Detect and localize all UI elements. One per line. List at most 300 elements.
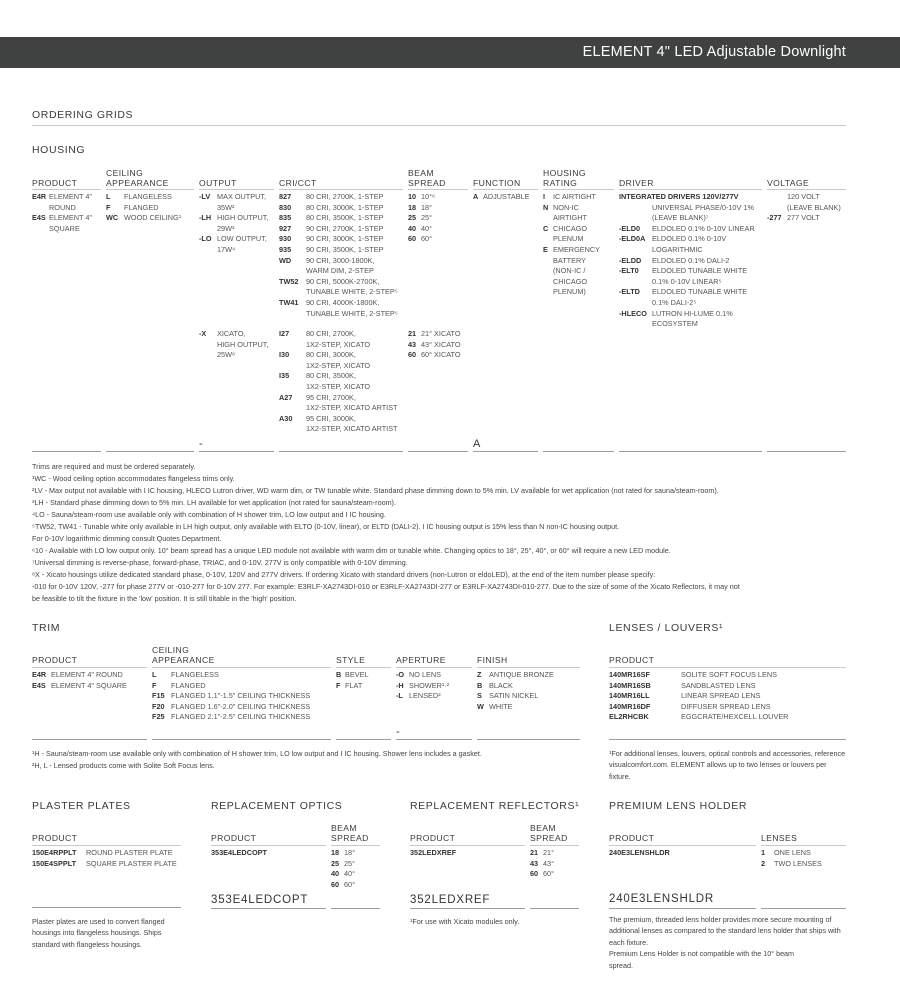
- list-item: [408, 213, 435, 224]
- trim-header-style: STYLE: [336, 655, 366, 665]
- item-code: L: [152, 670, 157, 679]
- item-description: 25W⁸: [217, 350, 236, 360]
- item-description: 80 CRI, 3000K, 1-STEP: [306, 202, 384, 212]
- item-description: SQUARE: [49, 223, 80, 233]
- item-description: BEVEL: [345, 670, 369, 679]
- list-item: [336, 681, 369, 692]
- list-item: [609, 712, 788, 723]
- reflectors-code: 352LEDXREF: [410, 894, 491, 906]
- holder-lenses-list: [761, 848, 822, 869]
- trim-order-box-aperture[interactable]: -: [396, 726, 472, 740]
- list-item: [619, 266, 755, 277]
- list-item: [199, 340, 268, 351]
- item-description: 40°: [344, 869, 356, 879]
- item-description: FLANGED 1.1"-1.5" CEILING THICKNESS: [171, 691, 311, 701]
- item-code: 827: [279, 192, 292, 201]
- item-code: -ELT0: [619, 266, 639, 276]
- item-description: ROUND PLASTER PLATE: [86, 848, 173, 857]
- item-code: -ELTD: [619, 287, 640, 297]
- list-item: [279, 340, 398, 351]
- housing-output-list: [199, 192, 268, 256]
- item-description: XICATO,: [217, 329, 246, 338]
- holder-header-lenses: LENSES: [761, 833, 798, 843]
- item-description: 1X2-STEP, XICATO: [306, 339, 371, 349]
- list-item: [199, 224, 268, 235]
- item-description: 1X2-STEP, XICATO: [306, 360, 371, 370]
- list-item: [152, 681, 310, 692]
- holder-title: PREMIUM LENS HOLDER: [609, 800, 748, 812]
- list-item: [106, 203, 181, 214]
- item-code: I27: [279, 329, 290, 338]
- item-code: F: [336, 680, 341, 690]
- item-description: 95 CRI, 2700K,: [306, 392, 356, 402]
- item-code: 21: [408, 329, 417, 338]
- list-item: [279, 287, 398, 298]
- list-item: [152, 670, 310, 681]
- list-item: [279, 393, 398, 404]
- item-code: 21: [530, 848, 539, 857]
- trim-title: TRIM: [32, 622, 61, 634]
- list-item: [619, 256, 755, 267]
- note-line: ⁶10 - Available with LO low output only. 10° beam spread has a unique LED module not available with warm dim or tunable white. Changing optics to 18°, 25°, 40°, or 60° will require a new LED module.: [32, 546, 671, 555]
- list-item: [543, 224, 600, 235]
- list-item: [279, 256, 398, 267]
- list-item: [32, 192, 92, 203]
- list-item: [609, 670, 788, 681]
- list-item: [279, 277, 398, 288]
- item-description: FLANGELESS: [124, 192, 172, 201]
- item-code: 60: [331, 879, 340, 889]
- list-item: [396, 681, 449, 692]
- item-code: 835: [279, 213, 292, 223]
- item-code: 40: [331, 869, 340, 879]
- list-item: [619, 277, 755, 288]
- item-code: N: [543, 202, 549, 212]
- list-item: [619, 245, 755, 256]
- housing-beam-list: [408, 192, 435, 245]
- list-item: [408, 224, 435, 235]
- list-item: [619, 298, 755, 309]
- item-code: 140MR16LL: [609, 691, 650, 701]
- trim-order-box-finish[interactable]: [477, 726, 580, 740]
- note-line: ¹H - Sauna/steam-room use available only with combination of H shower trim, LO low output and I IC housing. Shower lens includes a gasket.: [32, 749, 482, 758]
- list-item: [279, 361, 398, 372]
- trim-order-box-ceiling[interactable]: [152, 726, 331, 740]
- reflectors-note: ¹For use with Xicato modules only.: [410, 917, 520, 926]
- plaster-order-box[interactable]: [32, 894, 181, 908]
- order-box-cri[interactable]: [279, 438, 403, 452]
- list-item: [152, 691, 310, 702]
- item-code: 150E4RPPLT: [32, 848, 77, 857]
- order-box-voltage[interactable]: [767, 438, 846, 452]
- housing-header-voltage: VOLTAGE: [767, 178, 810, 188]
- item-code: 60: [408, 234, 417, 244]
- optics-header-beam: BEAM SPREAD: [331, 823, 369, 843]
- holder-header-product: PRODUCT: [609, 833, 655, 843]
- item-code: -ELD0A: [619, 234, 646, 244]
- list-item: [408, 203, 435, 214]
- housing-output-xicato-list: [199, 329, 268, 361]
- item-code: -LH: [199, 213, 212, 223]
- note-line: ²H, L - Lensed products come with Solite Soft Focus lens.: [32, 761, 215, 770]
- item-code: 2: [761, 858, 766, 868]
- item-code: E4S: [32, 213, 46, 223]
- list-item: [279, 329, 398, 340]
- list-item: [477, 670, 554, 681]
- item-description: EGGCRATE/HEXCELL LOUVER: [681, 712, 789, 722]
- housing-header-product: PRODUCT: [32, 178, 78, 188]
- list-item: [396, 691, 449, 702]
- item-description: CHICAGO: [553, 223, 588, 233]
- item-description: 43° XICATO: [421, 339, 461, 349]
- lenses-title: LENSES / LOUVERS¹: [609, 622, 724, 634]
- note-line: Trims are required and must be ordered separately.: [32, 462, 196, 471]
- list-item: [279, 192, 398, 203]
- list-item: [279, 203, 398, 214]
- item-description: BLACK: [489, 680, 513, 690]
- item-description: (NON-IC /: [553, 266, 586, 276]
- item-code: F25: [152, 712, 165, 722]
- housing-title: HOUSING: [32, 144, 86, 156]
- item-code: 140MR16DF: [609, 701, 651, 711]
- list-item: [279, 224, 398, 235]
- list-item: [106, 192, 181, 203]
- item-description: ELDOLED TUNABLE WHITE: [652, 266, 748, 276]
- housing-header-rating: HOUSING RATING: [543, 168, 586, 188]
- list-item: [199, 234, 268, 245]
- item-code: Z: [477, 670, 482, 679]
- item-description: CHICAGO: [553, 276, 588, 286]
- list-item: [199, 350, 268, 361]
- order-box-driver[interactable]: [619, 438, 762, 452]
- item-code: I: [543, 192, 546, 201]
- list-item: [609, 702, 788, 713]
- list-item: [477, 681, 554, 692]
- item-description: TUNABLE WHITE, 2-STEP⁵: [306, 308, 398, 318]
- item-description: AIRTIGHT: [553, 213, 587, 223]
- item-description: 18°: [421, 202, 433, 212]
- list-item: [619, 213, 755, 224]
- list-item: [336, 670, 369, 681]
- item-description: SANDBLASTED LENS: [681, 680, 756, 690]
- list-item: [279, 371, 398, 382]
- item-description: FLANGED 1.6"-2.0" CEILING THICKNESS: [171, 701, 311, 711]
- optics-code: 353E4LEDCOPT: [211, 894, 309, 906]
- order-box-ceiling[interactable]: [106, 438, 194, 452]
- list-item: [32, 213, 92, 224]
- list-item: [477, 691, 554, 702]
- optics-beam-list: [331, 848, 355, 890]
- item-code: E: [543, 244, 548, 254]
- plaster-title: PLASTER PLATES: [32, 800, 131, 812]
- housing-header-ceiling: CEILING APPEARANCE: [106, 168, 169, 188]
- item-description: LOGARITHMIC: [652, 244, 703, 254]
- list-item: [32, 670, 127, 681]
- item-code: A: [473, 192, 479, 201]
- note-line: ²LV - Max output not available with I IC housing, HLECO Lutron driver, WD warm dim, or TW tunable white. Standard phase dimming down to 5% min. LV available for wet application (not rated for sauna/steam-room).: [32, 486, 719, 495]
- item-description: LENSED²: [409, 691, 441, 701]
- item-description: 0.1% 0-10V LINEAR⁵: [652, 276, 722, 286]
- item-code: EL2RHCBK: [609, 712, 649, 722]
- item-code: 40: [408, 223, 417, 233]
- item-description: FLANGED 2.1"-2.5" CEILING THICKNESS: [171, 712, 311, 722]
- item-description: WARM DIM, 2-STEP: [306, 266, 374, 276]
- item-description: DIFFUSER SPREAD LENS: [681, 701, 771, 711]
- item-code: A30: [279, 413, 293, 423]
- holder-code: 240E3LENSHLDR: [609, 893, 715, 905]
- note-line: ⁷Universal dimming is reverse-phase, forward-phase, TRIAC, and 0-10V. 277V is only compatible with 0-10V dimming.: [32, 558, 408, 567]
- trim-header-finish: FINISH: [477, 655, 508, 665]
- item-code: -HLECO: [619, 308, 647, 318]
- item-description: ELDOLED 0.1% 0-10V LINEAR: [652, 223, 755, 233]
- item-description: NO LENS: [409, 670, 442, 679]
- item-description: FLANGED: [124, 202, 159, 212]
- item-description: 25°: [344, 858, 356, 868]
- list-item: [199, 203, 268, 214]
- list-item: [279, 350, 398, 361]
- item-code: 18: [331, 848, 340, 857]
- item-description: 90 CRI, 3500K, 1-STEP: [306, 244, 384, 254]
- item-description: NON-IC: [553, 202, 579, 212]
- item-code: E4S: [32, 680, 46, 690]
- item-code: 150E4SPPLT: [32, 858, 77, 868]
- list-item: [761, 859, 822, 870]
- item-description: IC AIRTIGHT: [553, 192, 596, 201]
- housing-rating-list: [543, 192, 600, 298]
- item-code: 1: [761, 848, 766, 857]
- item-code: F: [106, 202, 111, 212]
- item-code: -277: [767, 213, 782, 223]
- list-item: [543, 266, 600, 277]
- list-item: [619, 287, 755, 298]
- item-description: 95 CRI, 3000K,: [306, 413, 356, 423]
- list-item: [279, 382, 398, 393]
- housing-driver-list: [619, 203, 755, 330]
- list-item: [543, 245, 600, 256]
- list-item: [543, 287, 600, 298]
- item-description: 80 CRI, 3500K, 1-STEP: [306, 213, 384, 223]
- item-description: LOW OUTPUT,: [217, 234, 267, 244]
- item-description: ECOSYSTEM: [652, 319, 698, 329]
- housing-header-function: FUNCTION: [473, 178, 521, 188]
- item-description: MAX OUTPUT,: [217, 192, 267, 201]
- trim-finish-list: [477, 670, 554, 712]
- note-line: ⁵TW52, TW41 - Tunable white only available in LH high output, only available with ELTO (0-10V, linear), or ELTD (DALI-2). I IC housing output is 15% less than N non-IC housing output.: [32, 522, 620, 531]
- list-item: [32, 859, 177, 870]
- item-code: E4R: [32, 670, 47, 679]
- item-description: TUNABLE WHITE, 2-STEP⁵: [306, 287, 398, 297]
- list-item: [279, 424, 398, 435]
- item-description: WHITE: [489, 701, 513, 711]
- item-code: 930: [279, 234, 292, 244]
- page-title: ELEMENT 4" LED Adjustable Downlight: [582, 44, 846, 60]
- list-item: [331, 859, 355, 870]
- item-description: SATIN NICKEL: [489, 691, 539, 701]
- note-line: For 0-10V logarithmic dimming consult Quotes Department.: [32, 534, 222, 543]
- list-item: [279, 414, 398, 425]
- list-item: [543, 277, 600, 288]
- housing-cri-xicato-list: [279, 329, 398, 435]
- list-item: [619, 319, 755, 330]
- item-description: 25°: [421, 213, 433, 223]
- item-description: PLENUM: [553, 234, 584, 244]
- list-item: [279, 403, 398, 414]
- lenses-order-box[interactable]: [609, 726, 846, 740]
- item-description: ANTIQUE BRONZE: [489, 670, 554, 679]
- item-description: EMERGENCY: [553, 244, 601, 254]
- item-description: 90 CRI, 3000K, 1-STEP: [306, 234, 384, 244]
- item-description: 80 CRI, 3500K,: [306, 371, 356, 381]
- item-description: 90 CRI, 5000K-2700K,: [306, 276, 380, 286]
- item-description: SHOWER¹·²: [409, 680, 450, 690]
- list-item: [477, 702, 554, 713]
- item-description: 90 CRI, 2700K, 1-STEP: [306, 223, 384, 233]
- list-item: [619, 224, 755, 235]
- item-code: F20: [152, 701, 165, 711]
- order-box-function[interactable]: A: [473, 438, 538, 452]
- order-box-output[interactable]: -: [199, 438, 274, 452]
- list-item: [396, 670, 449, 681]
- list-item: [543, 192, 600, 203]
- list-item: [543, 213, 600, 224]
- item-code: 25: [408, 213, 417, 223]
- list-item: [543, 234, 600, 245]
- reflectors-product: 352LEDXREF: [410, 848, 457, 857]
- list-item: [473, 192, 530, 203]
- list-item: [152, 712, 310, 723]
- housing-header-output: OUTPUT: [199, 178, 237, 188]
- trim-ceiling-list: [152, 670, 310, 723]
- item-code: -LV: [199, 192, 211, 201]
- item-code: 18: [408, 202, 417, 212]
- item-code: W: [477, 701, 484, 711]
- list-item: [408, 234, 435, 245]
- reflectors-header-product: PRODUCT: [410, 833, 456, 843]
- list-item: [543, 203, 600, 214]
- order-box-rating[interactable]: [543, 438, 614, 452]
- item-description: 60°: [543, 869, 555, 879]
- list-item: [279, 213, 398, 224]
- list-item: [408, 350, 461, 361]
- item-description: 10°⁶: [421, 192, 436, 201]
- item-description: PLENUM): [553, 287, 586, 297]
- list-item: [767, 203, 841, 214]
- housing-cri-list: [279, 192, 398, 319]
- holder-product: 240E3LENSHLDR: [609, 848, 670, 857]
- housing-function-list: [473, 192, 530, 203]
- item-code: C: [543, 223, 549, 233]
- optics-title: REPLACEMENT OPTICS: [211, 800, 343, 812]
- item-description: 60° XICATO: [421, 350, 461, 360]
- list-item: [199, 245, 268, 256]
- plaster-list: [32, 848, 177, 869]
- plaster-note: Plaster plates are used to convert flanged housings into flangeless housings. Ships standard with flangeless housings.: [32, 917, 165, 949]
- optics-product: 353E4LEDCOPT: [211, 848, 267, 857]
- trim-notes: [32, 748, 482, 772]
- item-description: 43°: [543, 858, 555, 868]
- item-code: 43: [408, 339, 417, 349]
- item-code: 140MR16SF: [609, 670, 650, 679]
- note-line: -010 for 0-10V 120V, -277 for phase 277V or -010-277 for 0-10V 277. For example: E3RLF-XA2743DI-010 or E3RLF-XA2743DI-277 or E3RLF-XA2743DI-010-277. Due to the size of some of the Xicato Reflectors, it may not: [32, 582, 740, 591]
- trim-header-aperture: APERTURE: [396, 655, 446, 665]
- plaster-header-product: PRODUCT: [32, 833, 78, 843]
- item-code: 25: [331, 858, 340, 868]
- housing-header-beam: BEAM SPREAD: [408, 168, 446, 188]
- note-line: ⁴LO - Sauna/steam-room use available only with combination of H shower trim, LO low output and I IC housing.: [32, 510, 386, 519]
- trim-product-list: [32, 670, 127, 691]
- list-item: [408, 329, 461, 340]
- reflectors-beam-list: [530, 848, 554, 880]
- item-code: 60: [408, 350, 417, 360]
- item-description: 277 VOLT: [787, 213, 820, 223]
- item-description: 60°: [344, 879, 356, 889]
- item-description: 35W²: [217, 202, 235, 212]
- list-item: [767, 213, 841, 224]
- item-code: F: [152, 680, 157, 690]
- housing-ceiling-list: [106, 192, 181, 224]
- order-box-beam[interactable]: [408, 438, 468, 452]
- item-code: WD: [279, 255, 292, 265]
- item-description: WOOD CEILING¹: [124, 213, 182, 223]
- list-item: [279, 234, 398, 245]
- trim-order-box-product[interactable]: [32, 726, 147, 740]
- trim-header-ceiling: CEILING APPEARANCE: [152, 645, 215, 665]
- list-item: [199, 213, 268, 224]
- list-item: [331, 880, 355, 891]
- list-item: [408, 340, 461, 351]
- item-code: 935: [279, 244, 292, 254]
- trim-order-box-style[interactable]: [336, 726, 391, 740]
- item-description: FLANGED: [171, 680, 206, 690]
- item-code: F15: [152, 691, 165, 701]
- item-description: ROUND: [49, 202, 76, 212]
- order-box-product[interactable]: [32, 438, 101, 452]
- item-description: TWO LENSES: [774, 858, 822, 868]
- item-description: SQUARE PLASTER PLATE: [86, 858, 177, 868]
- item-description: 60°: [421, 234, 433, 244]
- item-description: ELDOLED 0.1% DALI-2: [652, 255, 730, 265]
- item-description: FLANGELESS: [171, 670, 219, 679]
- item-description: ELEMENT 4" ROUND: [51, 670, 123, 679]
- list-item: [106, 213, 181, 224]
- item-code: B: [477, 680, 483, 690]
- list-item: [32, 681, 127, 692]
- item-description: 21°: [543, 848, 555, 857]
- item-description: UNIVERSAL PHASE/0-10V 1%: [652, 202, 754, 212]
- item-code: I35: [279, 371, 290, 381]
- item-code: -X: [199, 329, 207, 338]
- housing-driver-title: INTEGRATED DRIVERS 120V/277V: [619, 192, 739, 201]
- list-item: [279, 245, 398, 256]
- item-code: A27: [279, 392, 293, 402]
- housing-header-cri: CRI/CCT: [279, 178, 317, 188]
- list-item: [331, 848, 355, 859]
- item-code: B: [336, 670, 342, 679]
- optics-header-product: PRODUCT: [211, 833, 257, 843]
- item-description: 1X2-STEP, XICATO ARTIST: [306, 424, 398, 434]
- item-code: 43: [530, 858, 539, 868]
- lenses-list: [609, 670, 788, 723]
- list-item: [530, 859, 554, 870]
- list-item: [543, 256, 600, 267]
- trim-header-product: PRODUCT: [32, 655, 78, 665]
- item-description: LUTRON HI-LUME 0.1%: [652, 308, 733, 318]
- item-description: LINEAR SPREAD LENS: [681, 691, 761, 701]
- item-description: HIGH OUTPUT,: [217, 339, 269, 349]
- item-description: BATTERY: [553, 255, 586, 265]
- item-code: -LO: [199, 234, 212, 244]
- item-description: 80 CRI, 2700K, 1-STEP: [306, 192, 384, 201]
